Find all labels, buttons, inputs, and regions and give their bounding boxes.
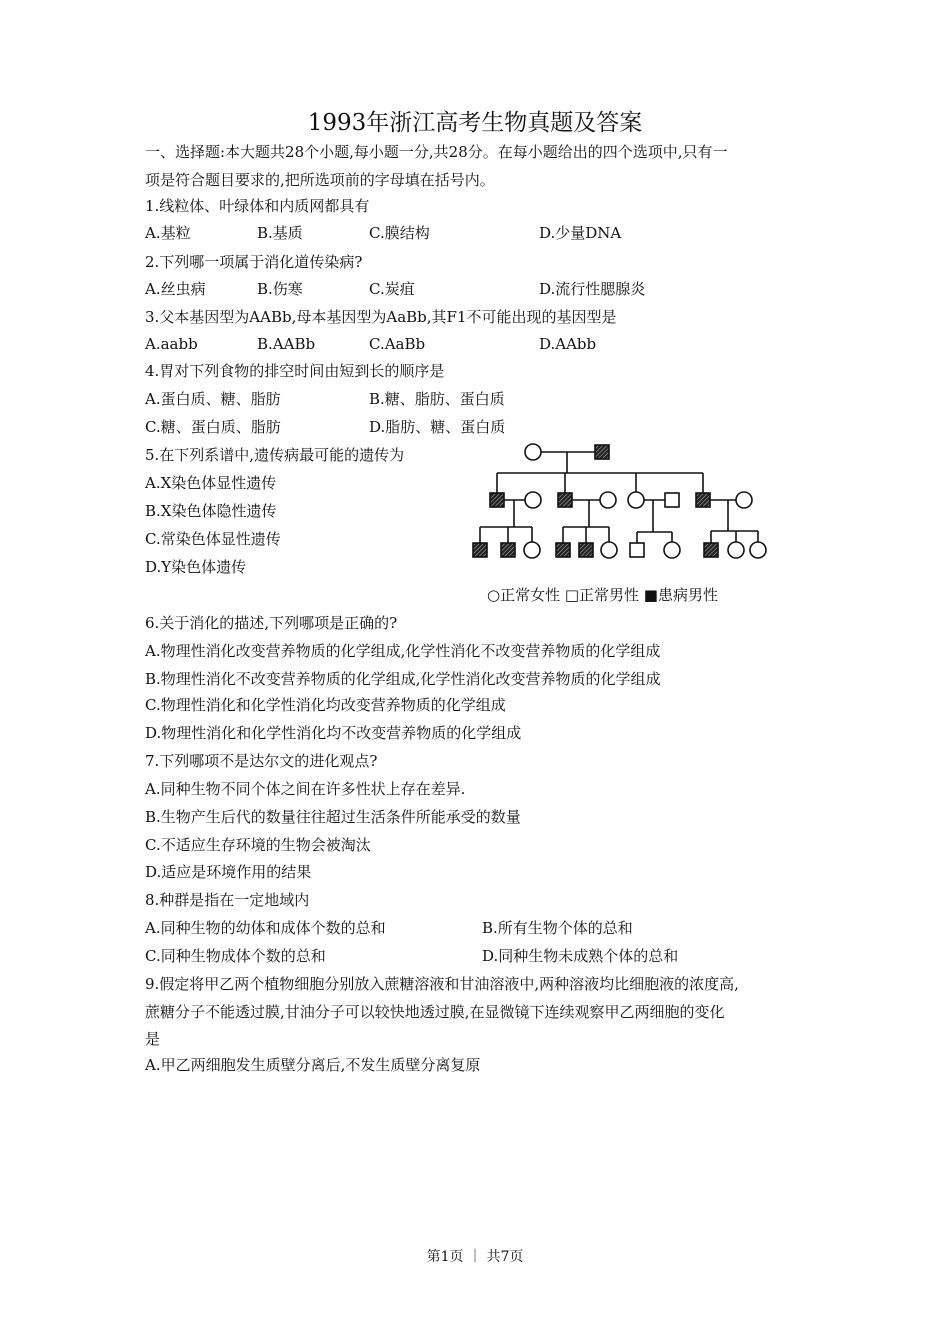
option: C.物理性消化和化学性消化均改变营养物质的化学组成 [145, 696, 506, 714]
option: C.膜结构 [369, 224, 430, 242]
option: C.糖、蛋白质、脂肪 [145, 418, 281, 436]
male-affected [501, 543, 515, 557]
female-normal [664, 542, 680, 558]
option: A.物理性消化改变营养物质的化学组成,化学性消化不改变营养物质的化学组成 [145, 642, 661, 660]
pedigree-legend: ○正常女性 □正常男性 ■患病男性 [487, 586, 718, 604]
option: B.X染色体隐性遗传 [145, 502, 277, 520]
female-normal [525, 444, 541, 460]
female-normal [525, 492, 541, 508]
option: D.同种生物未成熟个体的总和 [482, 947, 679, 965]
male-affected [595, 445, 609, 459]
option: A.同种生物不同个体之间在许多性状上存在差异. [145, 780, 466, 798]
female-normal [728, 542, 744, 558]
question-stem: 7.下列哪项不是达尔文的进化观点? [145, 752, 378, 770]
question-stem: 9.假定将甲乙两个植物细胞分别放入蔗糖溶液和甘油溶液中,两种溶液均比细胞液的浓度高, [145, 975, 739, 993]
option: A.同种生物的幼体和成体个数的总和 [145, 919, 386, 937]
section-intro: 一、选择题:本大题共28个小题,每小题一分,共28分。在每小题给出的四个选项中,只有一 [145, 143, 728, 161]
question-stem: 3.父本基因型为AABb,母本基因型为AaBb,其F1不可能出现的基因型是 [145, 308, 617, 326]
female-normal [736, 492, 752, 508]
question-stem: 6.关于消化的描述,下列哪项是正确的? [145, 614, 398, 632]
option: D.物理性消化和化学性消化均不改变营养物质的化学组成 [145, 724, 522, 742]
option: C.AaBb [369, 335, 426, 353]
option: B.所有生物个体的总和 [482, 919, 633, 937]
question-stem: 是 [145, 1030, 161, 1048]
option: C.不适应生存环境的生物会被淘汰 [145, 836, 371, 854]
question-stem: 8.种群是指在一定地域内 [145, 891, 310, 909]
section-intro: 项是符合题目要求的,把所选项前的字母填在括号内。 [145, 171, 495, 189]
male-affected [490, 493, 504, 507]
document-title: 1993年浙江高考生物真题及答案 [307, 110, 643, 136]
option: D.AAbb [539, 335, 597, 353]
option: B.糖、脂肪、蛋白质 [369, 390, 505, 408]
option: D.脂肪、糖、蛋白质 [369, 418, 506, 436]
option: C.炭疽 [369, 280, 415, 298]
option: D.流行性腮腺炎 [539, 280, 646, 298]
male-affected [704, 543, 718, 557]
option: B.物理性消化不改变营养物质的化学组成,化学性消化改变营养物质的化学组成 [145, 670, 661, 688]
male-normal [665, 493, 679, 507]
option: A.基粒 [145, 224, 191, 242]
question-stem: 1.线粒体、叶绿体和内质网都具有 [145, 197, 370, 215]
question-stem: 蔗糖分子不能透过膜,甘油分子可以较快地透过膜,在显微镜下连续观察甲乙两细胞的变化 [145, 1003, 725, 1021]
male-affected [558, 493, 572, 507]
option: B.AABb [257, 335, 316, 353]
female-normal [601, 542, 617, 558]
female-normal [628, 492, 644, 508]
option: D.少量DNA [539, 224, 622, 242]
male-affected [696, 493, 710, 507]
option: A.丝虫病 [145, 280, 206, 298]
male-affected [579, 543, 593, 557]
option: D.Y染色体遗传 [145, 558, 247, 576]
question-stem: 2.下列哪一项属于消化道传染病? [145, 253, 363, 271]
option: D.适应是环境作用的结果 [145, 863, 312, 881]
female-normal [600, 492, 616, 508]
female-normal [524, 542, 540, 558]
page-footer: 第1页 ｜ 共7页 [426, 1249, 524, 1265]
option: B.基质 [257, 224, 303, 242]
female-normal [750, 542, 766, 558]
male-affected [556, 543, 570, 557]
male-affected [473, 543, 487, 557]
question-stem: 4.胃对下列食物的排空时间由短到长的顺序是 [145, 362, 445, 380]
option: B.伤寒 [257, 280, 303, 298]
question-stem: 5.在下列系谱中,遗传病最可能的遗传为 [145, 446, 405, 464]
option: A.X染色体显性遗传 [145, 474, 277, 492]
option: A.aabb [145, 335, 198, 353]
option: A.蛋白质、糖、脂肪 [145, 390, 281, 408]
option: C.常染色体显性遗传 [145, 530, 281, 548]
male-normal [630, 543, 644, 557]
option: A.甲乙两细胞发生质壁分离后,不发生质壁分离复原 [145, 1056, 481, 1074]
option: B.生物产生后代的数量往往超过生活条件所能承受的数量 [145, 808, 521, 826]
option: C.同种生物成体个数的总和 [145, 947, 326, 965]
